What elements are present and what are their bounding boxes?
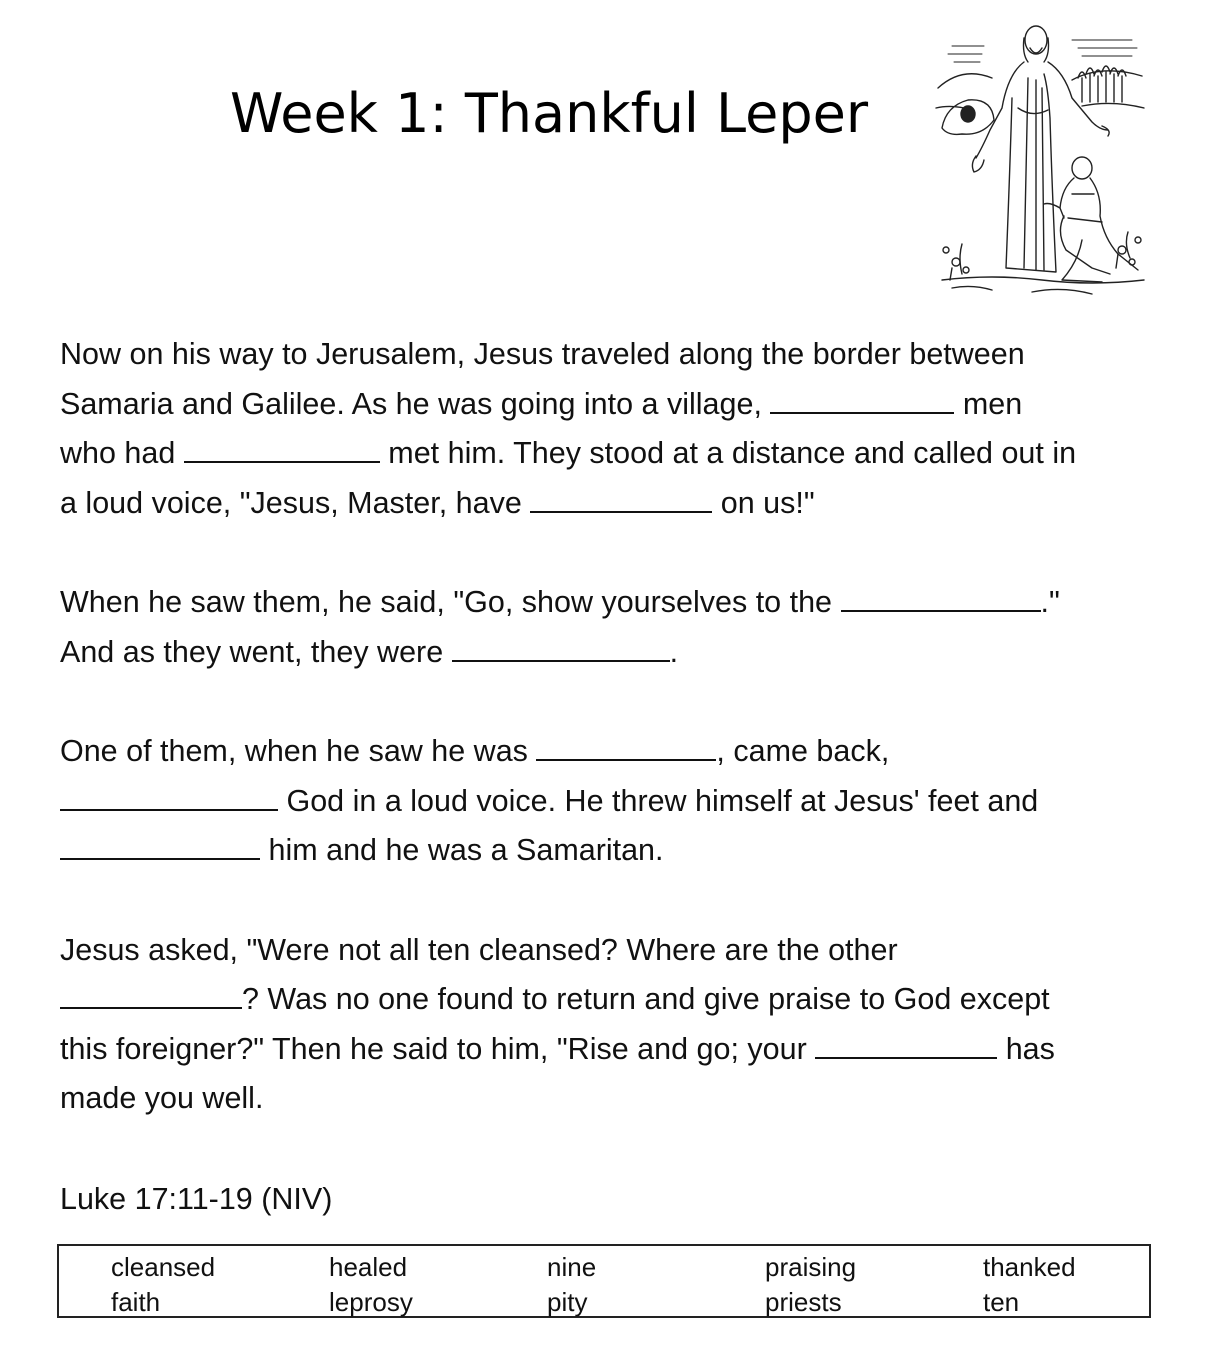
fill-in-blank[interactable] bbox=[60, 983, 242, 1009]
text-segment: Now on his way to Jerusalem, Jesus traveled along the border between bbox=[60, 337, 1025, 371]
word-bank-column bbox=[329, 1250, 529, 1320]
fill-in-blank[interactable] bbox=[841, 586, 1041, 612]
word-bank-word: nine bbox=[547, 1252, 597, 1282]
text-segment: men bbox=[962, 386, 1023, 421]
story-line bbox=[60, 926, 1170, 976]
word-bank-column bbox=[111, 1250, 311, 1320]
word-bank-column bbox=[547, 1250, 747, 1320]
text-segment: ." bbox=[1040, 585, 1060, 619]
fill-in-blank[interactable] bbox=[452, 636, 670, 662]
text-segment: , came back, bbox=[716, 734, 890, 768]
word-bank-word: pity bbox=[547, 1287, 588, 1317]
text-segment: a loud voice, "Jesus, Master, have bbox=[60, 485, 522, 520]
text-segment: made you well. bbox=[60, 1081, 264, 1115]
story-line bbox=[60, 628, 1170, 678]
word-bank-word: praising bbox=[765, 1252, 857, 1282]
story-line bbox=[60, 975, 1170, 1025]
word-bank-word: healed bbox=[329, 1252, 408, 1282]
fill-in-blank[interactable] bbox=[536, 735, 716, 761]
text-segment: has bbox=[1005, 1031, 1055, 1066]
text-segment: When he saw them, he said, "Go, show yourselves to the bbox=[60, 585, 833, 619]
fill-in-blank[interactable] bbox=[770, 388, 954, 414]
jesus-and-kneeling-leper-illustration bbox=[932, 18, 1147, 300]
word-bank-word: faith bbox=[111, 1287, 161, 1317]
word-bank-word: ten bbox=[983, 1287, 1020, 1317]
story-line bbox=[60, 777, 1170, 827]
story-line bbox=[60, 330, 1170, 380]
story-line bbox=[60, 479, 1170, 529]
word-bank-word: cleansed bbox=[111, 1252, 216, 1282]
text-segment: on us!" bbox=[720, 485, 815, 520]
text-segment: ? Was no one found to return and give praise to God except bbox=[242, 982, 1050, 1016]
text-segment: . bbox=[669, 634, 679, 669]
word-bank-word: priests bbox=[765, 1287, 842, 1317]
fill-in-blank[interactable] bbox=[815, 1033, 997, 1059]
fill-in-blank[interactable] bbox=[60, 834, 260, 860]
story-line bbox=[60, 1074, 1170, 1124]
story-line bbox=[60, 826, 1170, 876]
paragraph-1 bbox=[60, 330, 1170, 528]
word-bank-column bbox=[765, 1250, 965, 1320]
story-text bbox=[60, 330, 1170, 1174]
story-line bbox=[60, 578, 1170, 628]
text-segment: him and he was a Samaritan. bbox=[268, 833, 664, 867]
paragraph-4 bbox=[60, 926, 1170, 1124]
text-segment: Samaria and Galilee. As he was going into a village, bbox=[60, 386, 762, 421]
text-segment: met him. They stood at a distance and called out in bbox=[388, 436, 1077, 470]
fill-in-blank[interactable] bbox=[184, 437, 380, 463]
text-segment: this foreigner?" Then he said to him, "Rise and go; your bbox=[60, 1031, 807, 1066]
word-bank-word: leprosy bbox=[329, 1287, 413, 1317]
text-segment: Jesus asked, "Were not all ten cleansed? Where are the other bbox=[60, 932, 898, 967]
word-bank bbox=[57, 1244, 1151, 1318]
story-line bbox=[60, 727, 1170, 777]
text-segment: who had bbox=[60, 436, 176, 470]
word-bank-word: thanked bbox=[983, 1252, 1076, 1282]
fill-in-blank[interactable] bbox=[60, 785, 278, 811]
story-line bbox=[60, 380, 1170, 430]
story-line bbox=[60, 429, 1170, 479]
page-title: Week 1: Thankful Leper bbox=[230, 82, 869, 145]
scripture-reference: Luke 17:11-19 (NIV) bbox=[60, 1182, 333, 1216]
text-segment: God in a loud voice. He threw himself at Jesus' feet and bbox=[286, 783, 1039, 818]
text-segment: One of them, when he saw he was bbox=[60, 734, 528, 768]
story-line bbox=[60, 1025, 1170, 1075]
word-bank-column bbox=[983, 1250, 1183, 1320]
paragraph-3 bbox=[60, 727, 1170, 876]
paragraph-2 bbox=[60, 578, 1170, 677]
text-segment: And as they went, they were bbox=[60, 634, 444, 669]
fill-in-blank[interactable] bbox=[530, 487, 712, 513]
